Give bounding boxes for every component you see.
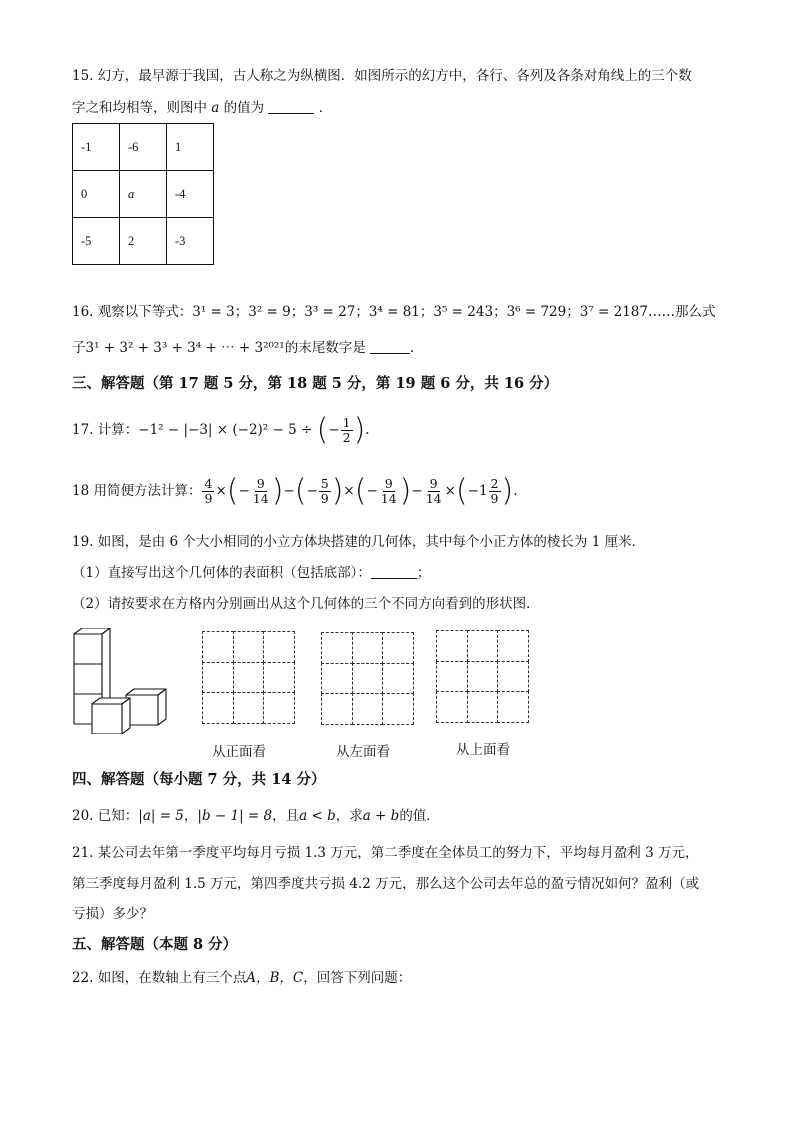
grid-cell[interactable] (233, 631, 265, 663)
grid-cell[interactable] (467, 691, 499, 723)
cube-figure (70, 628, 170, 734)
q19-line1: 19. 如图，是由 6 个大小相同的小立方体块搭建的几何体，其中每个小正方体的棱长为 1 厘米． (72, 534, 646, 550)
q15-answer-blank[interactable] (268, 99, 314, 114)
left-view-caption: 从左面看 (336, 744, 390, 760)
q16-eq: 3³ = 27 (304, 304, 356, 320)
section4-title: 四、解答题（每小题 7 分，共 14 分） (72, 771, 326, 788)
q17-expr: −1² − |−3| × (−2)² − 5 ÷ (138, 422, 317, 438)
op-minus: − (411, 483, 423, 499)
q19-part1-text: （1）直接写出这个几何体的表面积（包括底部）： (72, 565, 371, 581)
grid-cell[interactable] (436, 630, 468, 662)
grid-cell[interactable] (467, 630, 499, 662)
q15-var: a (211, 100, 220, 116)
q19-part2: （2）请按要求在方格内分别画出从这个几何体的三个不同方向看到的形状图． (72, 596, 540, 612)
op-minus: − (306, 483, 318, 499)
grid-cell[interactable] (202, 692, 234, 724)
frac-num: 1 (342, 415, 351, 430)
q20-expr: a + b (362, 808, 400, 824)
grid-cell[interactable] (497, 691, 529, 723)
q19-part1-end: ； (416, 565, 431, 581)
q16-sep: ； (355, 304, 369, 320)
grid-cell[interactable] (202, 662, 234, 694)
q17-end: . (365, 422, 370, 438)
q18-frac-6 (489, 477, 501, 506)
frac-den: 9 (490, 491, 499, 506)
q17-paren-close: ) (353, 412, 366, 448)
magic-cell: -3 (167, 218, 214, 265)
paren-open: ( (294, 473, 307, 509)
magic-cell: 2 (120, 218, 167, 265)
q20-mid: ，且 (272, 808, 300, 824)
q18-end: . (513, 483, 518, 499)
section3-title: 三、解答题（第 17 题 5 分，第 18 题 5 分，第 19 题 6 分，共 16 分） (72, 375, 559, 392)
q21-line1: 21. 某公司去年第一季度平均每月亏损 1.3 万元，第二季度在全体员工的努力下，平均每月盈利 3 万元， (72, 845, 699, 861)
op-times: × (343, 483, 355, 499)
q16-eq: 3¹ = 3 (192, 304, 235, 320)
frac-num: 9 (384, 476, 393, 491)
q16-text-c: ． (410, 340, 424, 356)
q20-sep: ， (183, 808, 198, 824)
front-view-grid[interactable] (202, 631, 294, 723)
q16-text-a: 子 (72, 340, 86, 356)
frac-num: 9 (256, 476, 265, 491)
q21-line3: 亏损）多少？ (72, 906, 153, 922)
q16-eq: 3⁷ = 2187 (579, 304, 648, 320)
q19-part1 (72, 563, 430, 583)
magic-cell: -1 (73, 124, 120, 171)
op-times: × (215, 483, 227, 499)
op-minus: − (366, 483, 378, 499)
magic-cell (120, 171, 167, 218)
q16-answer-blank[interactable] (370, 339, 410, 354)
q17-minus: − (328, 422, 340, 438)
q20-cond: a < b (299, 808, 336, 824)
q16-line1 (72, 302, 716, 322)
op-minus: − (467, 483, 479, 499)
cube-face (74, 664, 102, 694)
frac-den: 9 (204, 491, 213, 506)
top-view-caption: 从上面看 (456, 742, 510, 758)
op-minus: − (283, 483, 295, 499)
q22-end: ，回答下列问题： (303, 970, 412, 986)
paren-close: ) (271, 473, 284, 509)
paren-open: ( (354, 473, 367, 509)
op-minus: − (238, 483, 250, 499)
cube-face (158, 689, 166, 725)
grid-cell[interactable] (467, 661, 499, 693)
q18-frac-2 (251, 477, 271, 506)
grid-cell[interactable] (233, 692, 265, 724)
q16-eq: 3⁵ = 243 (433, 304, 494, 320)
grid-cell[interactable] (233, 662, 265, 694)
grid-cell[interactable] (436, 661, 468, 693)
q15-line1: 15. 幻方，最早源于我国，古人称之为纵横图．如图所示的幻方中，各行、各列及各条对角线上的三个数 (72, 68, 692, 84)
grid-cell[interactable] (436, 691, 468, 723)
q21-line2: 第三季度每月盈利 1.5 万元，第四季度共亏损 4.2 万元，那么这个公司去年总的盈亏情况如何？盈利（或 (72, 876, 700, 892)
top-view-grid[interactable] (436, 630, 528, 722)
grid-cell[interactable] (382, 693, 414, 725)
frac-num: 4 (204, 476, 213, 491)
grid-cell[interactable] (263, 662, 295, 694)
q20-line (72, 806, 440, 826)
paren-close: ) (501, 473, 514, 509)
q16-eq: 3⁴ = 81 (368, 304, 420, 320)
grid-cell[interactable] (497, 630, 529, 662)
grid-cell[interactable] (352, 663, 384, 695)
q22-text: 22. 如图，在数轴上有三个点 (72, 970, 247, 986)
mixed-whole: 1 (478, 483, 488, 499)
paren-close: ) (331, 473, 344, 509)
q16-sep: ； (419, 304, 434, 320)
grid-cell[interactable] (321, 632, 353, 664)
grid-cell[interactable] (497, 661, 529, 693)
frac-num: 2 (490, 476, 499, 491)
magic-cell: -5 (73, 218, 120, 265)
q16-text-b: 的末尾数字是 (284, 340, 366, 356)
cube-face (74, 634, 102, 664)
q16-sep: ； (234, 304, 249, 320)
q16-sep: ； (493, 304, 507, 320)
q16-line2 (72, 338, 424, 358)
cube-face (122, 698, 130, 734)
grid-cell[interactable] (352, 632, 384, 664)
frac-den: 14 (425, 491, 442, 506)
grid-cell[interactable] (321, 663, 353, 695)
frac-num: 9 (429, 476, 438, 491)
grid-cell[interactable] (382, 632, 414, 664)
q20-eq2: |b − 1| = 8 (197, 808, 273, 824)
q16-eq: 3² = 9 (248, 304, 291, 320)
magic-cell: -4 (167, 171, 214, 218)
q22-points: A，B，C (246, 970, 304, 986)
q17-line (72, 413, 370, 447)
magic-cell-var: a (128, 186, 135, 201)
magic-square (72, 123, 214, 265)
grid-cell[interactable] (202, 631, 234, 663)
frac-den: 14 (380, 491, 397, 506)
grid-cell[interactable] (263, 692, 295, 724)
q19-answer-blank[interactable] (371, 564, 417, 579)
magic-cell: 0 (73, 171, 120, 218)
frac-den: 9 (320, 491, 329, 506)
q18-frac-5 (424, 477, 444, 506)
q20-eq1: |a| = 5 (138, 808, 184, 824)
q15-line2 (72, 98, 332, 118)
q18-line (72, 473, 518, 509)
section5-title: 五、解答题（本题 8 分） (72, 936, 238, 953)
q18-frac-3 (319, 477, 331, 506)
q15-text-b: 的值为 (223, 100, 265, 116)
q16-sep: ； (290, 304, 305, 320)
q18-frac-4 (379, 477, 399, 506)
q18-prefix: 18 用简便方法计算： (72, 483, 202, 499)
q17-prefix: 17. 计算： (72, 422, 139, 438)
q16-prefix: 16. 观察以下等式： (72, 304, 193, 320)
magic-cell: -6 (120, 124, 167, 171)
q15-text-c: ． (318, 100, 333, 116)
q16-sep: ； (566, 304, 580, 320)
q20-prefix: 20. 已知： (72, 808, 139, 824)
magic-cell: 1 (167, 124, 214, 171)
cube-face (126, 695, 158, 725)
cube-face (92, 704, 122, 734)
frac-den: 14 (252, 491, 269, 506)
q16-tail: ……那么式 (648, 304, 716, 320)
grid-cell[interactable] (263, 631, 295, 663)
q20-ask-b: 的值． (399, 808, 440, 824)
q16-eq: 3⁶ = 729 (506, 304, 567, 320)
q22-line (72, 968, 411, 988)
q17-fraction (341, 416, 353, 445)
paren-open: ( (226, 473, 239, 509)
frac-den: 2 (342, 430, 351, 445)
q17-paren-open: ( (316, 412, 329, 448)
grid-cell[interactable] (382, 663, 414, 695)
frac-num: 5 (320, 476, 329, 491)
grid-cell[interactable] (352, 693, 384, 725)
paren-close: ) (399, 473, 412, 509)
q15-text-a: 字之和均相等，则图中 (72, 100, 207, 116)
left-view-grid[interactable] (321, 632, 413, 724)
q20-ask-a: ，求 (335, 808, 363, 824)
op-times: × (444, 483, 456, 499)
q18-frac-1 (202, 477, 214, 506)
q16-sum-expr: 3¹ + 3² + 3³ + 3⁴ + ⋯ + 3²⁰²¹ (85, 340, 285, 356)
front-view-caption: 从正面看 (212, 744, 266, 760)
paren-open: ( (455, 473, 468, 509)
grid-cell[interactable] (321, 693, 353, 725)
